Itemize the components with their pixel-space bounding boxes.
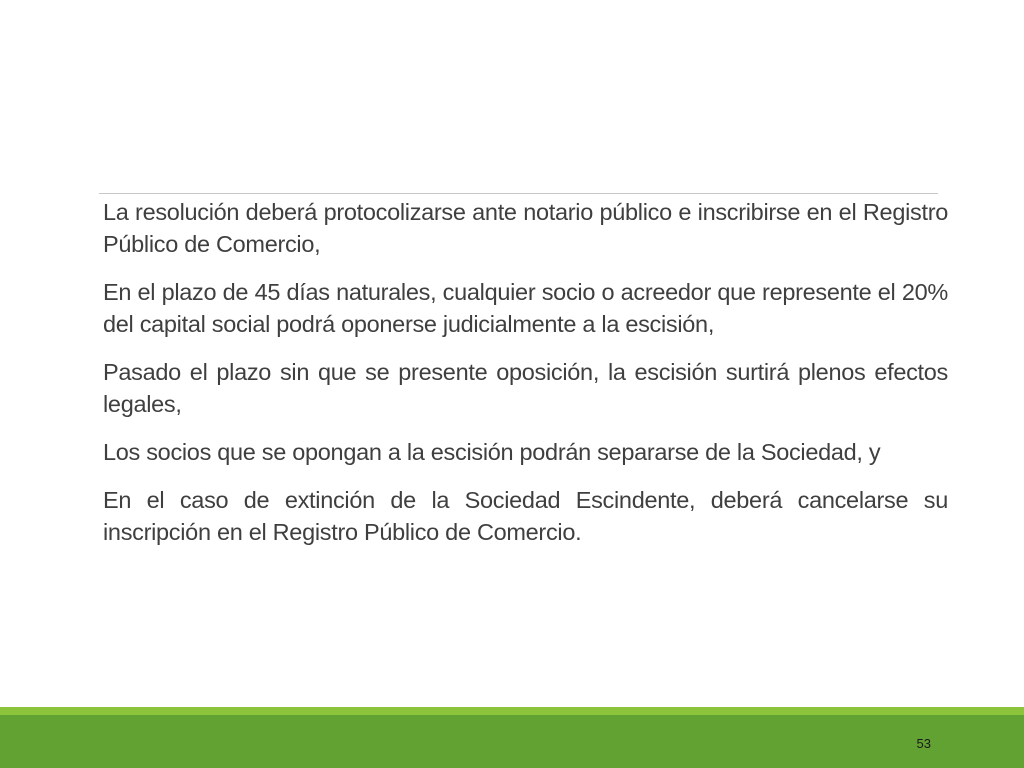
- paragraph-plazo-oposicion: En el plazo de 45 días naturales, cualquier socio o acreedor que represente el 20% del capital social podrá oponerse judicialmente a la escisión,: [103, 279, 948, 337]
- footer-bar: [0, 715, 1024, 768]
- page-number: 53: [916, 736, 931, 751]
- paragraph-separacion-socios: Los socios que se opongan a la escisión podrán separarse de la Sociedad, y: [103, 439, 881, 465]
- paragraph-extincion: En el caso de extinción de la Sociedad Escindente, deberá cancelarse su inscripción en el Registro Público de Comercio.: [103, 487, 948, 545]
- title-divider: [99, 193, 938, 194]
- footer-accent-stripe: [0, 707, 1024, 715]
- paragraph-resolucion: La resolución deberá protocolizarse ante notario público e inscribirse en el Registro Público de Comercio,: [103, 199, 948, 257]
- paragraph-efectos-legales: Pasado el plazo sin que se presente oposición, la escisión surtirá plenos efectos legales,: [103, 359, 948, 417]
- slide-body: [103, 196, 948, 564]
